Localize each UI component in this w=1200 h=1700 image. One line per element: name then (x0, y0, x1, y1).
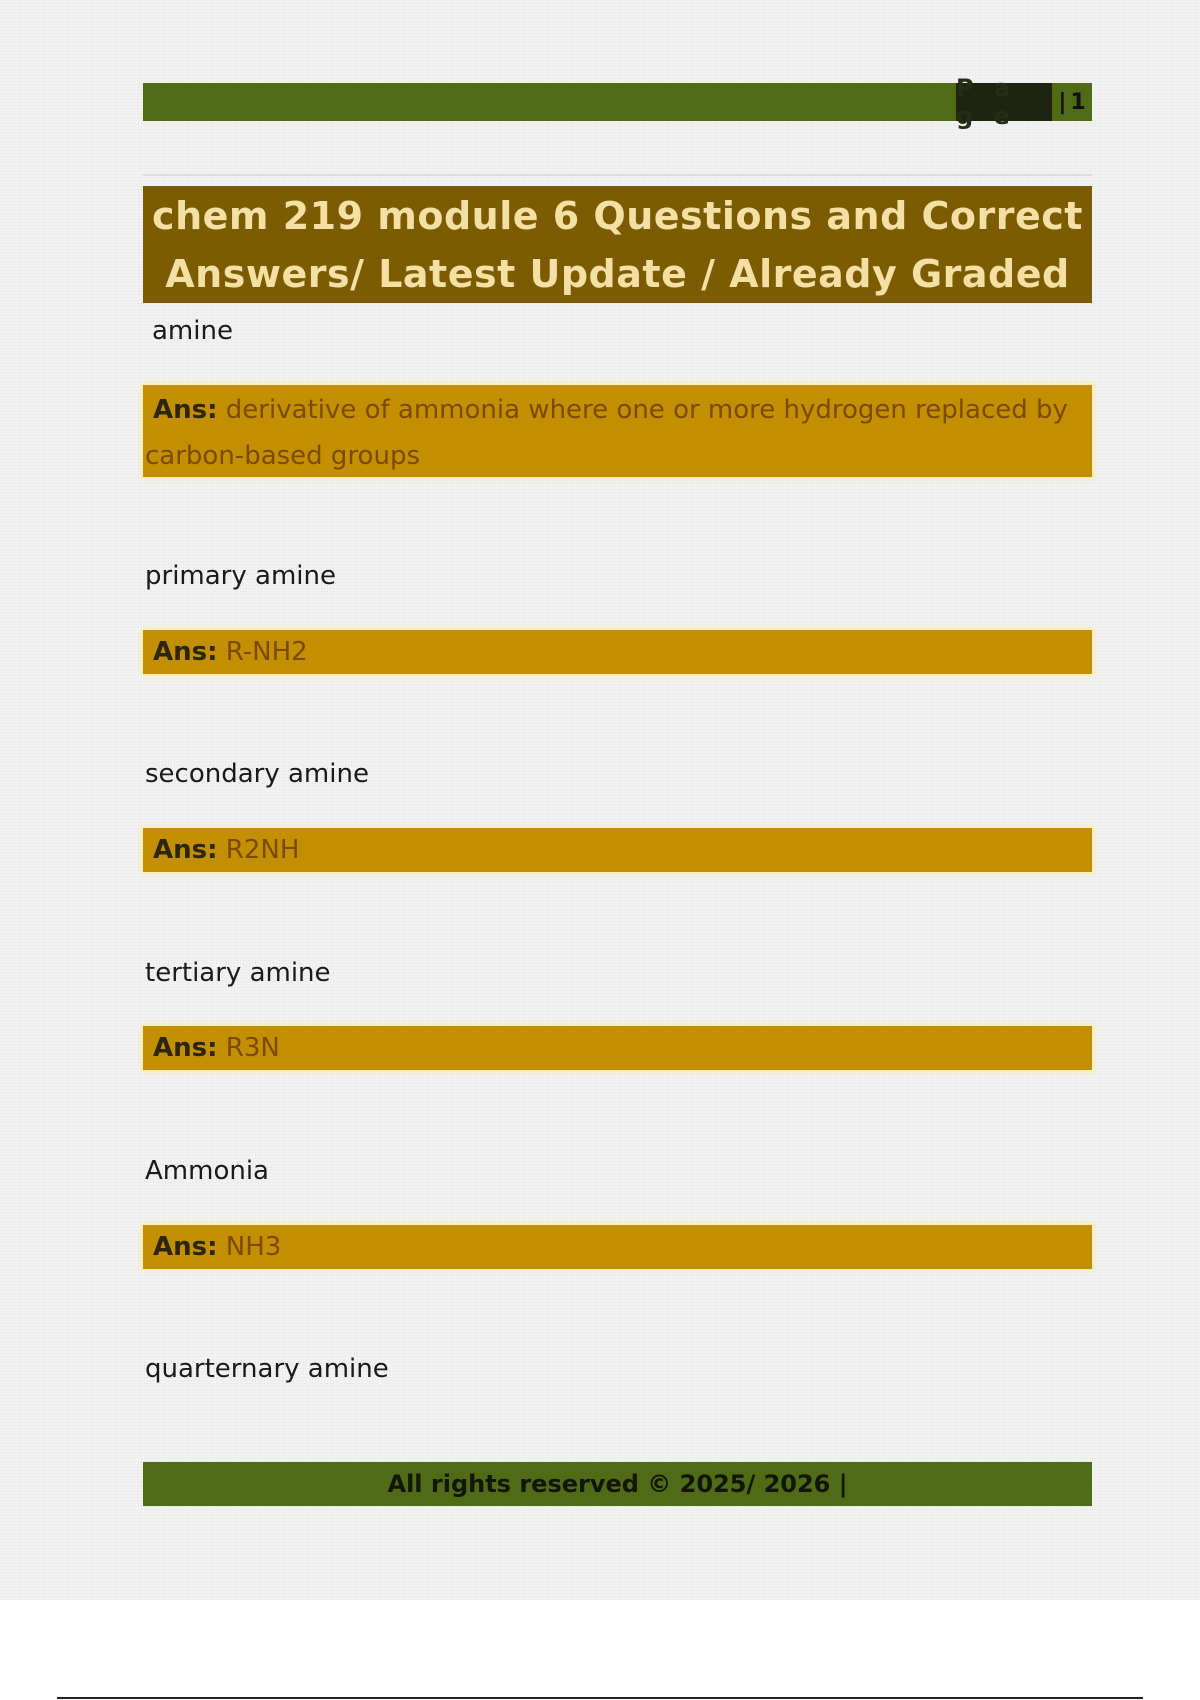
title-line-1: chem 219 module 6 Questions and Correct (152, 193, 1083, 238)
answer-box (143, 1225, 1092, 1269)
page-label-box (956, 74, 1052, 130)
question-text: secondary amine (145, 759, 369, 789)
answer-text: R-NH2 (225, 637, 308, 667)
question-text: tertiary amine (145, 958, 331, 988)
answer-label: Ans: (153, 1033, 218, 1063)
answer-content (153, 1025, 280, 1071)
answer-text: R3N (225, 1033, 280, 1063)
header-rule (143, 174, 1092, 176)
answer-content (153, 827, 299, 873)
page-separator: | (1058, 89, 1067, 115)
question-text: primary amine (145, 561, 336, 591)
footer-copyright: All rights reserved © 2025/ 2026 | (387, 1470, 848, 1498)
document-title (152, 187, 1083, 303)
page-number-value: 1 (1070, 89, 1086, 115)
answer-text: derivative of ammonia where one or more hydrogen replaced by carbon-based groups (145, 395, 1068, 471)
answer-content (145, 387, 1092, 479)
answer-label: Ans: (153, 1232, 218, 1262)
page-bottom-rule (57, 1697, 1143, 1699)
answer-text: R2NH (225, 835, 300, 865)
answer-text: NH3 (225, 1232, 282, 1262)
question-text: amine (152, 316, 233, 346)
page-header-bar (143, 74, 1092, 130)
answer-content (153, 629, 308, 675)
footer-bar (143, 1462, 1092, 1506)
page-label: P a g e (956, 74, 1017, 130)
answer-box (143, 828, 1092, 872)
title-line-2: Answers/ Latest Update / Already Graded (165, 251, 1070, 296)
answer-content (153, 1224, 281, 1270)
answer-label: Ans: (153, 835, 218, 865)
question-text: Ammonia (145, 1156, 269, 1186)
answer-box (143, 385, 1092, 477)
page-number (1052, 83, 1092, 121)
answer-box (143, 1026, 1092, 1070)
answer-label: Ans: (153, 395, 218, 425)
answer-box (143, 630, 1092, 674)
title-box (143, 186, 1092, 303)
question-text: quarternary amine (145, 1354, 389, 1384)
answer-label: Ans: (153, 637, 218, 667)
